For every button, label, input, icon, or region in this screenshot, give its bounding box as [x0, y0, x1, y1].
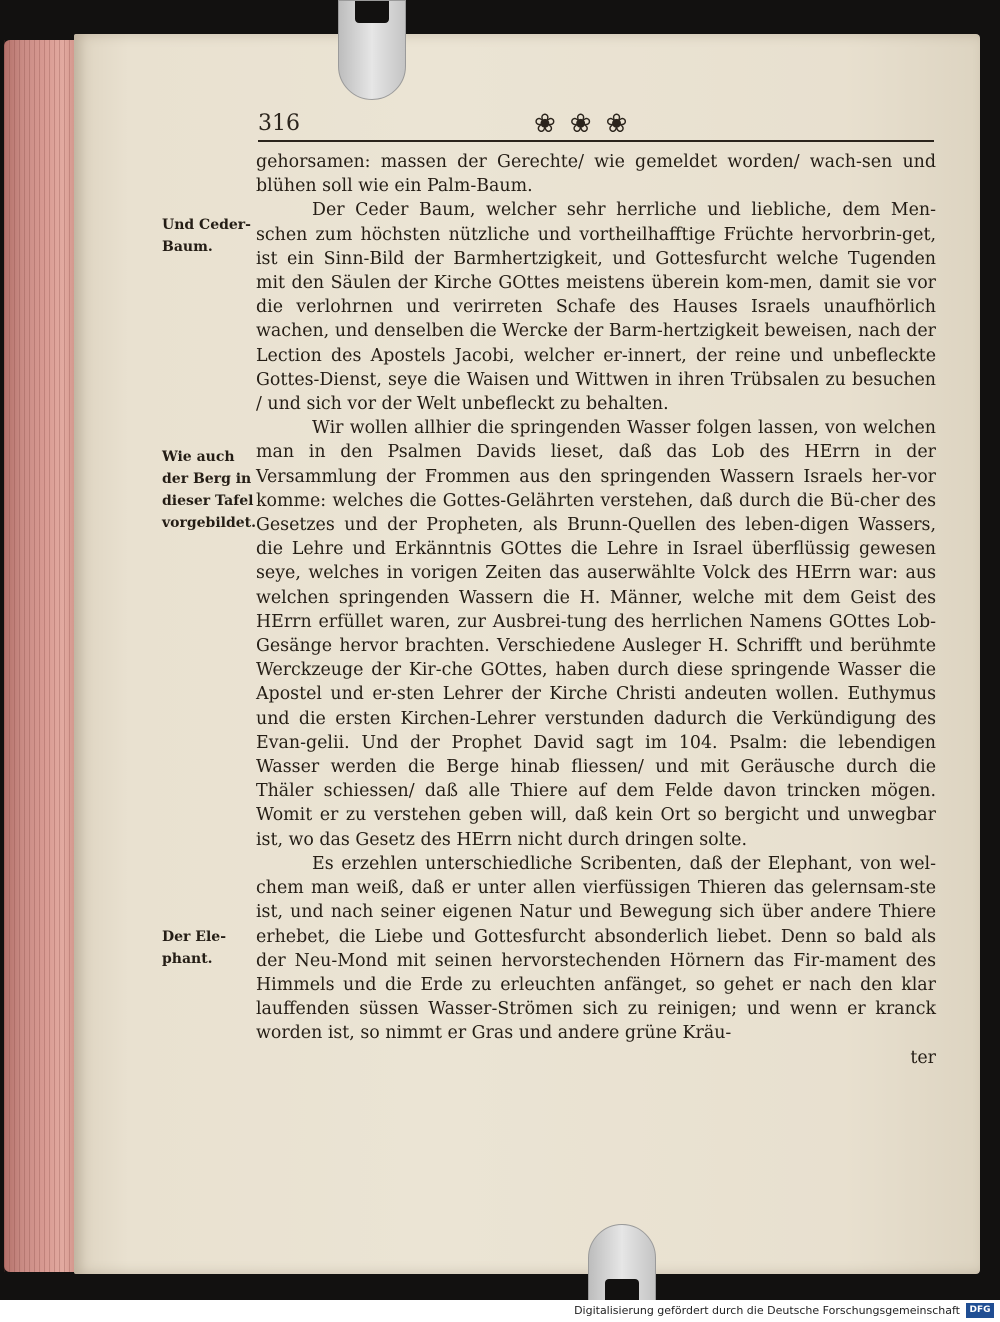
paragraph: gehorsamen: massen der Gerechte/ wie gemeldet worden/ wach-sen und blühen soll wie ein Palm-Baum. — [256, 152, 936, 197]
marginal-line: Der Ele- — [162, 929, 227, 945]
marginal-line: vorgebildet. — [162, 515, 257, 531]
dfg-logo: DFG — [966, 1303, 994, 1318]
paragraph: Der Ceder Baum, welcher sehr herrliche und liebliche, dem Men-schen zum höchsten nützliche und vortheilhafftige Früchte hervorbrin-get, ist ein Sinn-Bild der Barmhertzigkeit, und Gottesfurcht welche Tugenden mit den Säulen der Kirche GOttes meistens überein kom-men, damit sie vor die verlohrnen und verirreten Schafe des Hauses Israels unaufhörlich wachen, und denselben die Wercke der Barm-hertzigkeit beweisen, nach der Lection des Apostels Jacobi, welcher er-innert, der reine und unbefleckte Gottes-Dienst, seye die Waisen und Wittwen in ihren Trübsalen zu besuchen / und sich vor der Welt unbefleckt zu behalten. — [256, 200, 936, 415]
catchword: ter — [910, 1047, 936, 1068]
marginal-line: phant. — [162, 951, 213, 967]
paragraph: Es erzehlen unterschiedliche Scribenten, daß der Elephant, von wel-chem man weiß, daß er unter allen vierfüssigen Thieren das gelernsam-ste ist, und nach seiner eigenen Natur und Bewegung sich über andere Thiere erhebet, die Liebe und Gottesfurcht absonderlich liebet. Denn so bald als der Neu-Mond mit seinen hervorstechenden Hörnern das Fir-mament des Himmels und die Erde zu erleuchten anfänget, so gehet er nach den klar lauffenden süssen Wasser-Strömen sich zu reinigen; und wenn er kranck worden ist, so nimmt er Gras und andere grüne Kräu- — [256, 853, 936, 1044]
marginal-line: Und Ceder- — [162, 217, 251, 233]
book-clip-bottom — [588, 1224, 656, 1302]
page-edges — [4, 40, 78, 1272]
marginal-line: Wie auch — [162, 449, 235, 465]
page-header — [258, 108, 934, 142]
marginal-line: dieser Tafel — [162, 493, 254, 509]
marginal-note-ceder — [162, 214, 254, 258]
header-ornaments: ❀❀❀ — [534, 109, 642, 139]
marginal-line: Baum. — [162, 239, 213, 255]
marginal-note-berg — [162, 446, 257, 534]
book-clip-top — [338, 0, 406, 100]
marginal-line: der Berg in — [162, 471, 252, 487]
footer-bar — [0, 1300, 1000, 1322]
marginal-note-elephant — [162, 926, 254, 970]
paragraph: Wir wollen allhier die springenden Wasser folgen lassen, von welchen man in den Psalmen Davids lieset, daß das Lob des HErrn in der Versammlung der Frommen aus den springenden Wassern Israels her-vor komme: welches die Gottes-Gelährten verstehen, daß durch die Bü-cher des Gesetzes und der Propheten, als Brunn-Quellen des leben-digen Wassers, die Lehre und Erkänntnis GOttes die Lehre in Israel überflüssig gewesen seye, welches in vorigen Zeiten das auserwählte Volck des HErrn war: aus welchen springenden Wassern die H. Männer, welche mit dem Geist des HErrn erfüllet waren, zur Ausbrei-tung des herrlichen Namens GOttes Lob-Gesänge hervor brachten. Verschiedene Ausleger H. Schrifft und berühmte Werckzeuge der Kir-che GOttes, haben durch diese springende Wasser die Apostel und er-sten Lehrer der Kirche Christi andeuten wollen. Euthymus und die ersten Kirchen-Lehrer verstunden dadurch die Verkündigung des Evan-gelii. Und der Prophet David sagt im 104. Psalm: die lebendigen Wasser werden die Berge hinab fliessen/ und mit Geräusche durch die Thäler schiessen/ daß alle Thiere auf dem Felde davon trincken mögen. Womit er zu verstehen geben will, daß kein Ort so bergicht und unwegbar ist, wo das Gesetz des HErrn nicht durch dringen solte. — [256, 418, 936, 850]
body-text — [256, 150, 936, 1070]
footer-credit: Digitalisierung gefördert durch die Deutsche Forschungsgemeinschaft — [574, 1304, 960, 1317]
page-number: 316 — [258, 111, 300, 136]
